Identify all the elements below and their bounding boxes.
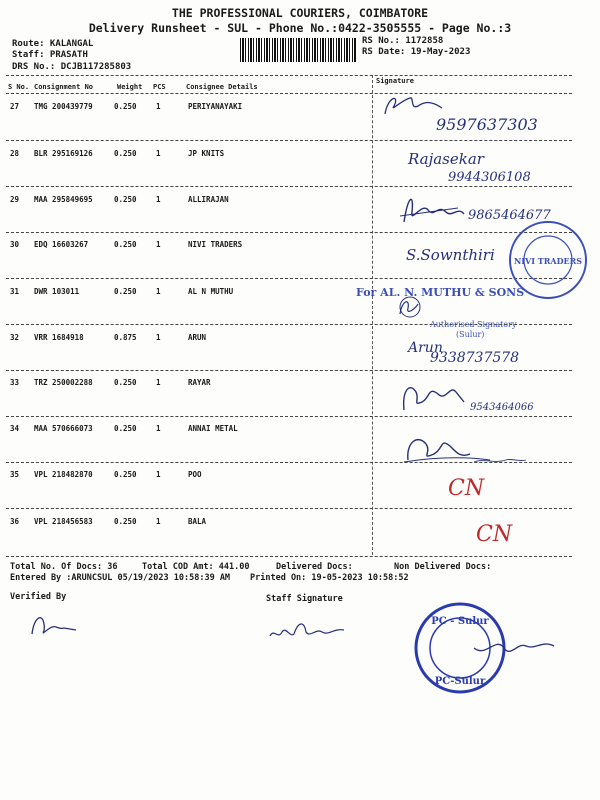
row-weight: 0.875 [114, 333, 137, 342]
row-consignment: VRR 1684918 [34, 333, 84, 342]
muthu-place: (Sulur) [456, 330, 485, 339]
non-delivered-docs: Non Delivered Docs: [394, 562, 492, 572]
stamp-text: NIVI TRADERS [513, 256, 583, 266]
signature-row31 [396, 294, 426, 320]
row-consignment: TRZ 250002288 [34, 378, 93, 387]
rs-date: RS Date: 19-May-2023 [362, 47, 471, 57]
row-divider [6, 416, 572, 417]
row-consignee: ALLIRAJAN [188, 195, 229, 204]
signature-column-divider [372, 75, 373, 555]
total-cod: Total COD Amt: 441.00 [142, 562, 250, 572]
row-consignee: ARUN [188, 333, 207, 342]
handwritten-phone: 9338737578 [430, 350, 520, 366]
col-sno: S No. [8, 83, 30, 91]
entered-by: Entered By :ARUNCSUL 05/19/2023 10:58:39 AM [10, 573, 231, 583]
row-consignee: AL N MUTHU [188, 287, 234, 296]
row-sno: 36 [10, 517, 20, 526]
muthu-authorised: Authorised Signatory [430, 320, 517, 329]
row-consignment: VPL 218482870 [34, 470, 93, 479]
row-consignee: BALA [188, 517, 207, 526]
row-weight: 0.250 [114, 424, 137, 433]
runsheet-title: Delivery Runsheet - SUL - Phone No.:0422-3505555 - Page No.:3 [88, 21, 512, 35]
delivered-docs: Delivered Docs: [276, 562, 353, 572]
signature-row33 [398, 380, 468, 416]
handwritten-name: S.Sownthiri [406, 246, 495, 264]
handwritten-phone: 9543464066 [470, 402, 534, 413]
row-weight: 0.250 [114, 378, 137, 387]
row-divider [6, 232, 572, 233]
row-pcs: 1 [156, 517, 161, 526]
row-divider [6, 140, 572, 141]
row-sno: 34 [10, 424, 20, 433]
row-pcs: 1 [156, 287, 161, 296]
row-consignment: VPL 218456583 [34, 517, 93, 526]
route-label: Route: KALANGAL [12, 39, 94, 49]
muthu-stamp: For AL. N. MUTHU & SONS [356, 286, 525, 299]
row-weight: 0.250 [114, 287, 137, 296]
verified-by-label: Verified By [10, 592, 67, 602]
row-sno: 28 [10, 149, 20, 158]
handwritten-phone: 9865464677 [468, 208, 551, 223]
row-weight: 0.250 [114, 195, 137, 204]
col-pcs: PCS [153, 83, 166, 91]
row-sno: 27 [10, 102, 20, 111]
row-sno: 35 [10, 470, 20, 479]
row-sno: 29 [10, 195, 20, 204]
row-pcs: 1 [156, 240, 161, 249]
stamp-text: PC-Sulur [434, 676, 486, 687]
staff-signature-label: Staff Signature [266, 594, 343, 604]
stamp-signature [470, 628, 560, 668]
row35-mark: CN [448, 476, 485, 501]
row-pcs: 1 [156, 333, 161, 342]
table-bottom-rule [6, 556, 572, 557]
row-consignee: JP KNITS [188, 149, 225, 158]
row-sno: 31 [10, 287, 20, 296]
row-pcs: 1 [156, 424, 161, 433]
row-weight: 0.250 [114, 470, 137, 479]
row-consignment: MAA 570666073 [34, 424, 93, 433]
row-consignment: BLR 295169126 [34, 149, 93, 158]
col-weight: Weight [117, 83, 143, 91]
row-divider [6, 370, 572, 371]
signature-row29 [398, 192, 468, 232]
printed-on: Printed On: 19-05-2023 10:58:52 [250, 573, 409, 583]
table-top-rule [6, 75, 572, 76]
row-pcs: 1 [156, 195, 161, 204]
row-consignee: ANNAI METAL [188, 424, 238, 433]
row-consignment: TMG 200439779 [34, 102, 93, 111]
signature-row34 [400, 430, 530, 470]
table-header-rule [6, 93, 572, 94]
row-consignment: EDQ 16603267 [34, 240, 89, 249]
row-weight: 0.250 [114, 240, 137, 249]
company-title: THE PROFESSIONAL COURIERS, COIMBATORE [171, 6, 429, 20]
handwritten-phone: 9944306108 [448, 170, 531, 185]
stamp-text: PC - Sulur [431, 616, 489, 627]
col-signature: Signature [376, 77, 414, 85]
row-consignee: POO [188, 470, 202, 479]
row-consignee: RAYAR [188, 378, 211, 387]
drs-number: DRS No.: DCJB117285803 [12, 62, 132, 72]
staff-signature [266, 616, 356, 646]
row-pcs: 1 [156, 378, 161, 387]
row-pcs: 1 [156, 470, 161, 479]
col-consignment: Consignment No [34, 83, 94, 91]
row-sno: 33 [10, 378, 20, 387]
row-weight: 0.250 [114, 149, 137, 158]
row-sno: 30 [10, 240, 20, 249]
row-consignment: DWR 103011 [34, 287, 80, 296]
col-consignee: Consignee Details [186, 83, 258, 91]
row-divider [6, 278, 572, 279]
row-pcs: 1 [156, 149, 161, 158]
total-docs: Total No. Of Docs: 36 [10, 562, 118, 572]
handwritten-phone: 9597637303 [436, 115, 538, 134]
row-divider [6, 186, 572, 187]
handwritten-name: Rajasekar [408, 150, 484, 168]
row-consignment: MAA 295849695 [34, 195, 93, 204]
row-pcs: 1 [156, 102, 161, 111]
row-sno: 32 [10, 333, 20, 342]
staff-label: Staff: PRASATH [12, 50, 88, 60]
handwritten-name: Arun [408, 340, 443, 356]
rs-number: RS No.: 1172858 [362, 36, 444, 46]
row-weight: 0.250 [114, 517, 137, 526]
barcode [240, 38, 356, 62]
row-consignee: PERIYANAYAKI [188, 102, 243, 111]
row-divider [6, 508, 572, 509]
row-weight: 0.250 [114, 102, 137, 111]
row-consignee: NIVI TRADERS [188, 240, 243, 249]
row36-mark: CN [476, 522, 513, 547]
verified-signature [28, 610, 88, 640]
